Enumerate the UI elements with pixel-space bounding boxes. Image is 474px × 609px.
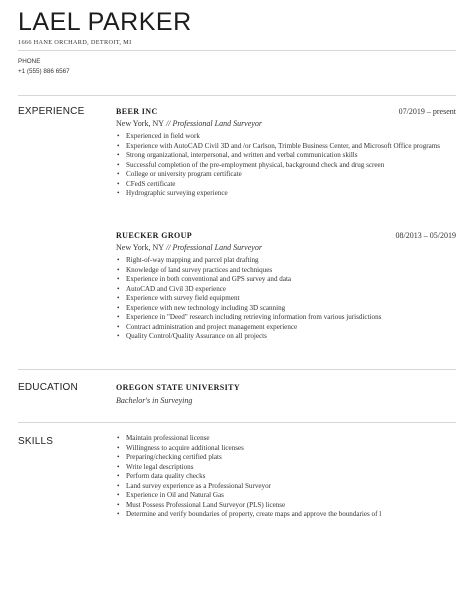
- company-name: RUECKER GROUP: [116, 231, 193, 240]
- list-item: • Willingness to acquire additional licenses: [126, 444, 456, 454]
- list-item: • Land survey experience as a Professional Surveyor: [126, 482, 456, 492]
- section-divider-skills: [18, 422, 456, 423]
- job-role: Professional Land Surveyor: [172, 243, 262, 252]
- list-item: • Successful completion of the pre-employment physical, background check and drug screen: [126, 161, 456, 171]
- list-item: • Experienced in field work: [126, 132, 456, 142]
- list-item: • College or university program certificate: [126, 170, 456, 180]
- skills-bullets: [116, 434, 456, 520]
- phone-label: PHONE: [18, 58, 41, 65]
- job-bullets: [116, 256, 456, 342]
- job-location: New York, NY: [116, 119, 165, 128]
- list-item: • Preparing/checking certified plats: [126, 453, 456, 463]
- section-divider-education: [18, 369, 456, 370]
- list-item: • Determine and verify boundaries of property, create maps and approve the boundaries of l: [126, 510, 456, 520]
- education-entry: [116, 383, 456, 405]
- list-item: • Experience with AutoCAD Civil 3D and /or Carlson, Trimble Business Center, and Microsoft Office programs: [126, 142, 456, 152]
- list-item: • Experience in "Deed" research including retrieving information from various jurisdictions: [126, 313, 456, 323]
- header-divider: [18, 50, 456, 51]
- section-divider-experience: [18, 95, 456, 96]
- job-separator: //: [164, 243, 173, 252]
- list-item: • Write legal descriptions: [126, 463, 456, 473]
- job-subline: [116, 243, 456, 254]
- list-item: • AutoCAD and Civil 3D experience: [126, 285, 456, 295]
- list-item: • Contract administration and project management experience: [126, 323, 456, 333]
- job-role: Professional Land Surveyor: [172, 119, 262, 128]
- list-item: • Perform data quality checks: [126, 472, 456, 482]
- job-subline: [116, 119, 456, 130]
- list-item: • Experience with new technology including 3D scanning: [126, 304, 456, 314]
- list-item: • CFedS certificate: [126, 180, 456, 190]
- job-location: New York, NY: [116, 243, 165, 252]
- list-item: • Experience in Oil and Natural Gas: [126, 491, 456, 501]
- job-separator: //: [164, 119, 173, 128]
- list-item: • Right-of-way mapping and parcel plat drafting: [126, 256, 456, 266]
- job-bullets: [116, 132, 456, 199]
- address: 1666 HANE ORCHARD, DETROIT, MI: [18, 39, 132, 46]
- skills-title: SKILLS: [18, 436, 54, 447]
- list-item: • Experience in both conventional and GPS survey and data: [126, 275, 456, 285]
- job-dates: 07/2019 – present: [398, 107, 456, 116]
- degree: Bachelor's in Surveying: [116, 396, 193, 405]
- list-item: • Strong organizational, interpersonal, and written and verbal communication skills: [126, 151, 456, 161]
- company-name: BEER INC: [116, 107, 158, 116]
- phone-number: +1 (555) 886 6567: [18, 68, 70, 75]
- list-item: • Hydrographic surveying experience: [126, 189, 456, 199]
- job-entry-ruecker-group: [116, 231, 456, 342]
- list-item: • Quality Control/Quality Assurance on all projects: [126, 332, 456, 342]
- education-title: EDUCATION: [18, 382, 78, 393]
- list-item: • Experience with survey field equipment: [126, 294, 456, 304]
- resume-name: LAEL PARKER: [18, 8, 192, 36]
- job-dates: 08/2013 – 05/2019: [395, 231, 456, 240]
- school-name: OREGON STATE UNIVERSITY: [116, 383, 241, 392]
- list-item: • Maintain professional license: [126, 434, 456, 444]
- list-item: • Knowledge of land survey practices and techniques: [126, 266, 456, 276]
- job-entry-beer-inc: [116, 107, 456, 199]
- experience-title: EXPERIENCE: [18, 106, 85, 117]
- list-item: • Must Possess Professional Land Surveyor (PLS) license: [126, 501, 456, 511]
- skills-entry: [116, 434, 456, 520]
